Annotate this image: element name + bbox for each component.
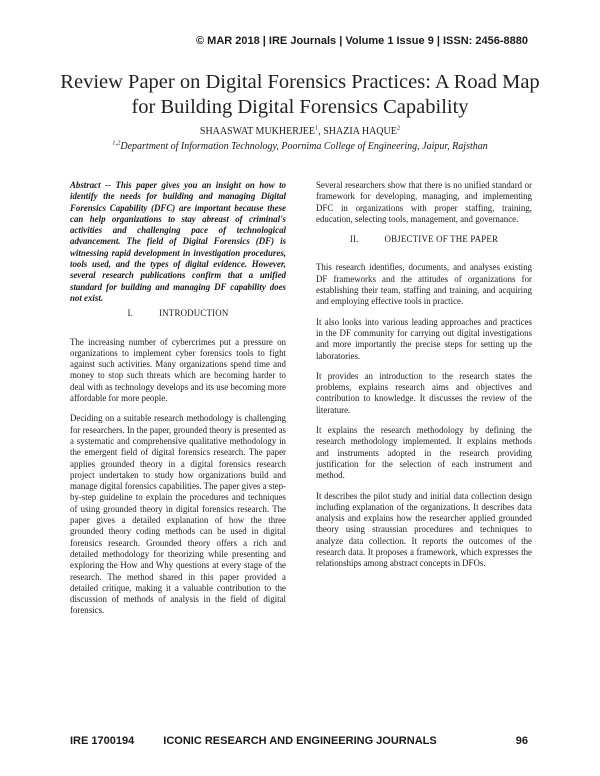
paragraph: It explains the research methodology by defining the research methodology implemented. It explains methods and instruments adopted in the research providing justification for the selection of each instrument and method. — [316, 425, 532, 481]
author-superscript: 2 — [396, 124, 401, 132]
affiliation-text: Department of Information Technology, Poornima College of Engineering, Jaipur, Rajsthan — [120, 141, 488, 152]
paragraph: The increasing number of cybercrimes put a pressure on organizations to implement cyber forensics tools to fight against such activities. Many organizations spend time and money to stop such threats which are becoming harder to deal with as technology develops and its use becoming more affordable for more people. — [70, 336, 286, 404]
section-title: INTRODUCTION — [159, 308, 229, 319]
paper-title: Review Paper on Digital Forensics Practices: A Road Map for Building Digital Forensics Capability — [60, 71, 540, 118]
right-column — [316, 180, 532, 579]
author-separator: , — [318, 126, 324, 137]
section-title: OBJECTIVE OF THE PAPER — [384, 234, 499, 245]
section-number: II. — [349, 234, 359, 245]
section-heading-objective — [316, 234, 532, 245]
affiliation — [0, 141, 600, 152]
paragraph: Several researchers show that there is no unified standard or framework for developing, managing, and implementing DFC in organizations with proper staffing, training, education, selecting tools, management, and governance. — [316, 180, 532, 224]
author-superscript: 1 — [315, 124, 319, 132]
abstract: Abstract -- This paper gives you an insight on how to identify the needs for building and managing Digital Forensics Capability (DFC) are important because these can help organizations to stay abreast of criminal's activities and challenging pace of technological advancement. The field of Digital Forensics (DF) is witnessing rapid development in investigation procedures, tools used, and the types of digital evidence. However, several research publications confirm that a unified standard for building and managing DF capability does not exist. — [70, 180, 286, 303]
footer-page-number: 96 — [515, 735, 528, 747]
paragraph: It provides an introduction to the research states the problems, explains research aims and objectives and contribution to knowledge. It discusses the review of the literature. — [316, 370, 532, 415]
section-heading-introduction — [70, 308, 286, 319]
author-name: SHAZIA HAQUE — [323, 126, 397, 137]
footer-journal-name: ICONIC RESEARCH AND ENGINEERING JOURNALS — [163, 735, 437, 747]
affiliation-superscript: 1,2 — [112, 139, 121, 147]
footer-paper-id: IRE 1700194 — [70, 735, 135, 747]
paragraph: This research identifies, documents, and analyses existing DF frameworks and the attitudes of organizations for establishing their team, staffing and training, and acquiring and employing effective tools in practice. — [316, 262, 532, 307]
paragraph: It describes the pilot study and initial data collection design including explanation of the organizations. It describes data analysis and explains how the researcher applied grounded theory using straussian procedures and techniques to analyze data collection. It reports the outcomes of the research data. It proposes a framework, which expresses the relationships among abstract concepts in DFOs. — [316, 490, 532, 569]
author-name: SHAASWAT MUKHERJEE — [199, 126, 315, 137]
journal-header: © MAR 2018 | IRE Journals | Volume 1 Issue 9 | ISSN: 2456-8880 — [196, 35, 528, 47]
left-column — [70, 180, 286, 626]
paragraph: It also looks into various leading approaches and practices in the DF community for carrying out digital investigations and more importantly the precise steps for setting up the laboratories. — [316, 316, 532, 361]
author-line — [0, 126, 600, 137]
section-number: I. — [127, 308, 134, 319]
paragraph: Deciding on a suitable research methodology is challenging for researchers. In the paper, grounded theory is presented as a systematic and comprehensive qualitative methodology in the emergent field of digital forensics research. The paper applies grounded theory in a digital forensics research project undertaken to study how organizations build and manage digital forensics capabilities. The paper gives a step-by-step guideline to explain the procedures and techniques of using grounded theory in digital forensics research. The paper gives a detailed explanation of how the three grounded theory coding methods can be used in digital forensics research. Grounded theory offers a rich and detailed methodology for theorizing while presenting and exploring the How and Why questions at every stage of the research. The method shared in this paper provided a detailed critique, making it a valuable contribution to the discussion of methods of analysis in the field of digital forensics. — [70, 413, 286, 616]
